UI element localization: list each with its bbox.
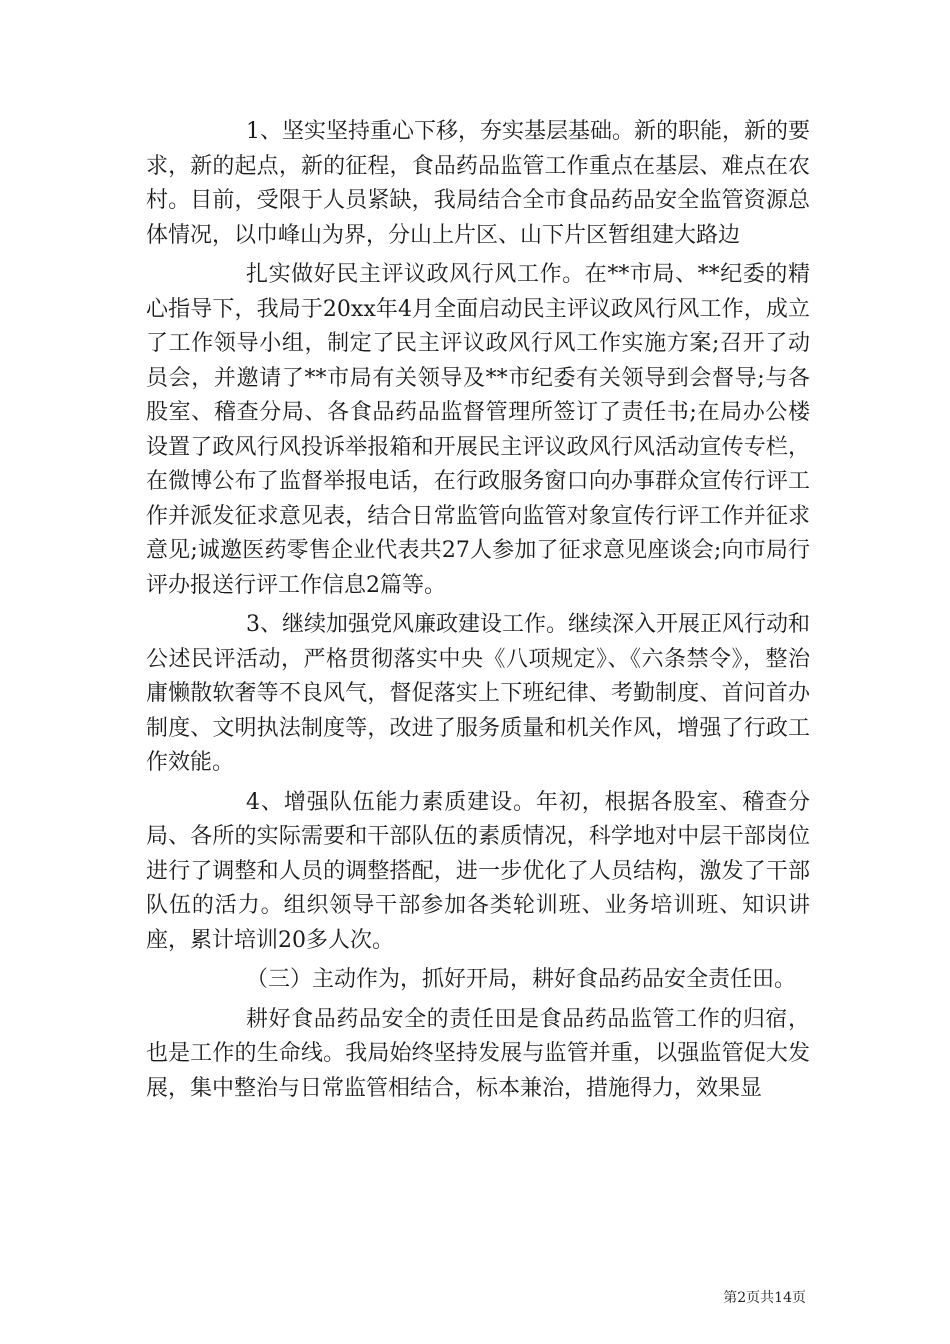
paragraph-4: 4、增强队伍能力素质建设。年初，根据各股室、稽查分局、各所的实际需要和干部队伍的素质情况，科学地对中层干部岗位进行了调整和人员的调整搭配，进一步优化了人员结构，激发了干部队伍的活力。组织领导干部参加各类轮训班、业务培训班、知识讲座，累计培训20多人次。 xyxy=(146,789,810,953)
paragraph-2: 扎实做好民主评议政风行风工作。在**市局、**纪委的精心指导下，我局于20xx年4月全面启动民主评议政风行风工作，成立了工作领导小组，制定了民主评议政风行风工作实施方案;召开了动员会，并邀请了**市局有关领导及**市纪委有关领导到会督导;与各股室、稽查分局、各食品药品监督管理所签订了责任书;在局办公楼设置了政风行风投诉举报箱和开展民主评议政风行风活动宣传专栏，在微博公布了监督举报电话，在行政服务窗口向办事群众宣传行评工作并派发征求意见表，结合日常监管向监管对象宣传行评工作并征求意见;诚邀医药零售企业代表共27人参加了征求意见座谈会;向市局行评办报送行评工作信息2篇等。 xyxy=(146,262,810,598)
paragraph-5: 耕好食品药品安全的责任田是食品药品监管工作的归宿，也是工作的生命线。我局始终坚持发展与监管并重，以强监管促大发展，集中整治与日常监管相结合，标本兼治，措施得力，效果显 xyxy=(146,1006,810,1101)
section-heading-3: （三）主动作为，抓好开局，耕好食品药品安全责任田。 xyxy=(246,967,797,992)
page-footer-number: 第2页共14页 xyxy=(723,1290,806,1306)
paragraph-3: 3、继续加强党风廉政建设工作。继续深入开展正风行动和公述民评活动，严格贯彻落实中央《八项规定》、《六条禁令》，整治庸懒散软奢等不良风气，督促落实上下班纪律、考勤制度、首问首办制度、文明执法制度等，改进了服务质量和机关作风，增强了行政工作效能。 xyxy=(146,612,810,775)
paragraph-1: 1、坚实坚持重心下移，夯实基层基础。新的职能，新的要求，新的起点，新的征程，食品药品监管工作重点在基层、难点在农村。目前，受限于人员紧缺，我局结合全市食品药品安全监管资源总体情况，以巾峰山为界，分山上片区、山下片区暂组建大路边 xyxy=(146,119,810,248)
document-body xyxy=(146,115,810,1111)
